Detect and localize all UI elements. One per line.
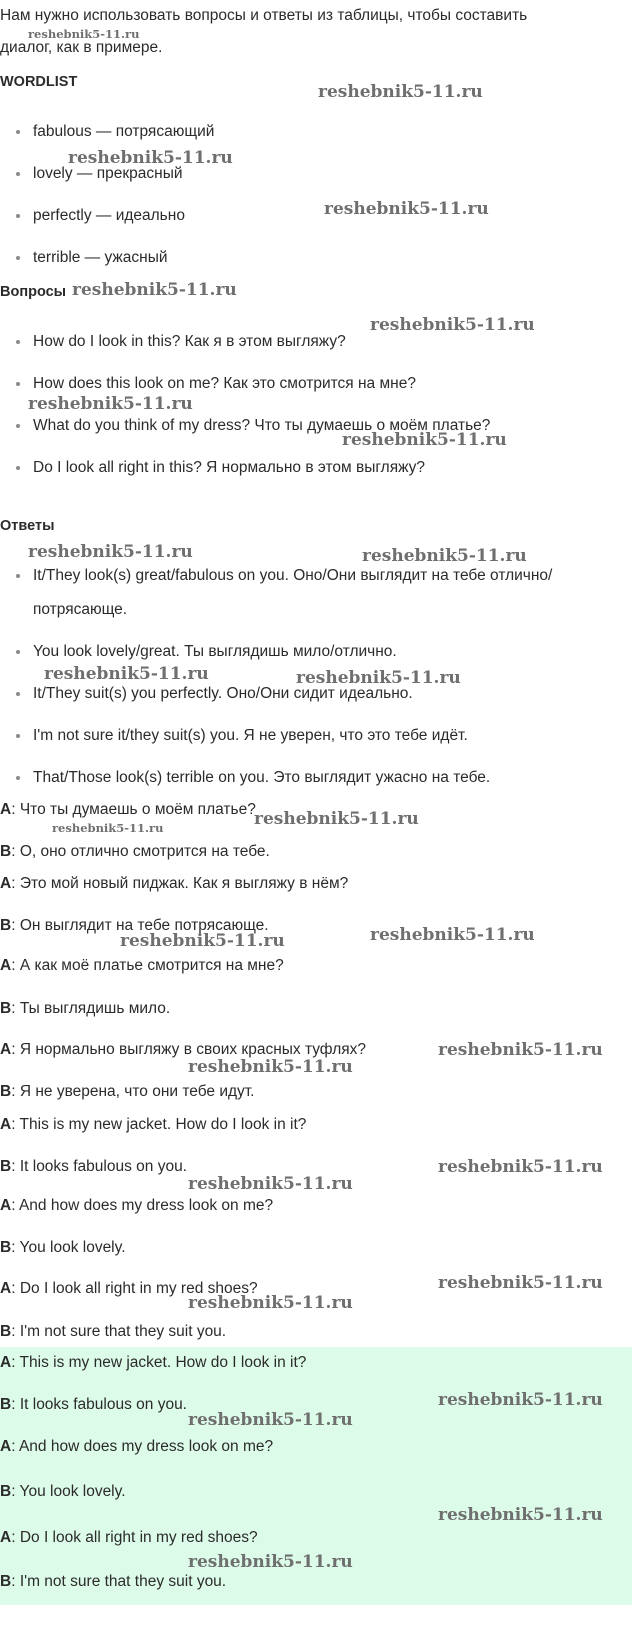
dialogue-text: You look lovely.: [19, 1239, 126, 1256]
answer-item-continuation: потрясающе.: [33, 601, 128, 618]
dialogue-text: А как моё платье смотрится на мне?: [19, 957, 284, 974]
watermark: reshebnik5-11.ru: [296, 668, 461, 688]
dialogue-line: B: It looks fabulous on you.: [0, 1158, 187, 1175]
watermark: reshebnik5-11.ru: [44, 664, 209, 684]
dialogue-line: A: А как моё платье смотрится на мне?: [0, 957, 284, 974]
speaker-label: A: [0, 957, 12, 974]
dialogue-text: Do I look all right in my red shoes?: [19, 1280, 258, 1297]
speaker-label: B: [0, 1239, 12, 1256]
question-item: How does this look on me? Как это смотрится на мне?: [16, 374, 416, 394]
watermark: reshebnik5-11.ru: [370, 925, 535, 945]
speaker-label: A: [0, 1116, 12, 1133]
answer-item: That/Those look(s) terrible on you. Это выглядит ужасно на тебе.: [16, 768, 490, 788]
watermark: reshebnik5-11.ru: [438, 1505, 603, 1525]
watermark: reshebnik5-11.ru: [188, 1174, 353, 1194]
dialogue-text: Ты выглядишь мило.: [19, 1000, 171, 1017]
dialogue-line: A: Я нормально выгляжу в своих красных туфлях?: [0, 1041, 367, 1058]
watermark: reshebnik5-11.ru: [438, 1157, 603, 1177]
speaker-label: B: [0, 1158, 12, 1175]
watermark: reshebnik5-11.ru: [68, 148, 233, 168]
speaker-label: A: [0, 1280, 12, 1297]
question-item: How do I look in this? Как я в этом выгляжу?: [16, 332, 346, 352]
watermark: reshebnik5-11.ru: [438, 1040, 603, 1060]
dialogue-text: You look lovely.: [19, 1483, 126, 1500]
watermark: reshebnik5-11.ru: [52, 821, 164, 835]
speaker-label: A: [0, 1529, 12, 1546]
wordlist-item: lovely — прекрасный: [16, 164, 183, 184]
dialogue-text: I'm not sure that they suit you.: [19, 1573, 227, 1590]
bullet-dot: [16, 650, 20, 654]
dialogue-line: B: You look lovely.: [0, 1483, 126, 1500]
speaker-label: A: [0, 1438, 12, 1455]
dialogue-text: Я не уверена, что они тебе идут.: [19, 1083, 255, 1100]
question-item: Do I look all right in this? Я нормально в этом выгляжу?: [16, 458, 425, 478]
dialogue-line: B: Ты выглядишь мило.: [0, 1000, 171, 1017]
dialogue-text: Он выглядит на тебе потрясающе.: [19, 917, 269, 934]
dialogue-line: B: You look lovely.: [0, 1239, 126, 1256]
dialogue-text: This is my new jacket. How do I look in it?: [19, 1354, 307, 1371]
speaker-label: A: [0, 1354, 12, 1371]
dialogue-text: Do I look all right in my red shoes?: [19, 1529, 258, 1546]
bullet-dot: [16, 574, 20, 578]
watermark: reshebnik5-11.ru: [254, 809, 419, 829]
dialogue-text: And how does my dress look on me?: [18, 1197, 274, 1214]
dialogue-line: A: Это мой новый пиджак. Как я выгляжу в нём?: [0, 875, 349, 892]
speaker-label: A: [0, 1197, 12, 1214]
dialogue-text: This is my new jacket. How do I look in it?: [19, 1116, 307, 1133]
answers-title: Ответы: [0, 518, 55, 534]
speaker-label: B: [0, 1396, 12, 1413]
watermark: reshebnik5-11.ru: [188, 1552, 353, 1572]
intro-line-2: диалог, как в примере.: [0, 39, 163, 56]
dialogue-text: And how does my dress look on me?: [18, 1438, 274, 1455]
bullet-dot: [16, 466, 20, 470]
watermark: reshebnik5-11.ru: [28, 394, 193, 414]
bullet-dot: [16, 734, 20, 738]
dialogue-line: B: It looks fabulous on you.: [0, 1396, 187, 1413]
watermark: reshebnik5-11.ru: [318, 82, 483, 102]
dialogue-text: It looks fabulous on you.: [19, 1158, 187, 1175]
bullet-dot: [16, 256, 20, 260]
watermark: reshebnik5-11.ru: [188, 1293, 353, 1313]
speaker-label: A: [0, 1041, 12, 1058]
speaker-label: B: [0, 1573, 12, 1590]
watermark: reshebnik5-11.ru: [28, 542, 193, 562]
dialogue-line: B: Я не уверена, что они тебе идут.: [0, 1083, 255, 1100]
dialogue-line: B: Он выглядит на тебе потрясающе.: [0, 917, 269, 934]
bullet-dot: [16, 424, 20, 428]
dialogue-line: B: О, оно отлично смотрится на тебе.: [0, 843, 270, 860]
dialogue-line: A: This is my new jacket. How do I look in it?: [0, 1116, 307, 1133]
wordlist-item: fabulous — потрясающий: [16, 122, 214, 142]
watermark: reshebnik5-11.ru: [120, 931, 285, 951]
dialogue-line: B: I'm not sure that they suit you.: [0, 1573, 227, 1590]
questions-title: Вопросы: [0, 284, 67, 300]
dialogue-line: A: Do I look all right in my red shoes?: [0, 1280, 258, 1297]
watermark: reshebnik5-11.ru: [370, 315, 535, 335]
question-item: What do you think of my dress? Что ты думаешь о моём платье?: [16, 416, 490, 436]
dialogue-text: Что ты думаешь о моём платье?: [19, 801, 256, 818]
speaker-label: B: [0, 1323, 12, 1340]
dialogue-line: A: Do I look all right in my red shoes?: [0, 1529, 258, 1546]
dialogue-line: B: I'm not sure that they suit you.: [0, 1323, 227, 1340]
wordlist-item: perfectly — идеально: [16, 206, 185, 226]
bullet-dot: [16, 172, 20, 176]
dialogue-text: Я нормально выгляжу в своих красных туфлях?: [19, 1041, 367, 1058]
dialogue-text: I'm not sure that they suit you.: [19, 1323, 227, 1340]
wordlist-item: terrible — ужасный: [16, 248, 168, 268]
watermark: reshebnik5-11.ru: [188, 1057, 353, 1077]
watermark: reshebnik5-11.ru: [188, 1410, 353, 1430]
speaker-label: B: [0, 843, 12, 860]
bullet-dot: [16, 692, 20, 696]
intro-line-1: Нам нужно использовать вопросы и ответы из таблицы, чтобы составить: [0, 7, 528, 24]
dialogue-text: О, оно отлично смотрится на тебе.: [19, 843, 270, 860]
dialogue-line: A: This is my new jacket. How do I look in it?: [0, 1354, 307, 1371]
answer-item: It/They suit(s) you perfectly. Оно/Они сидит идеально.: [16, 684, 413, 704]
watermark: reshebnik5-11.ru: [438, 1390, 603, 1410]
watermark: reshebnik5-11.ru: [324, 199, 489, 219]
bullet-dot: [16, 776, 20, 780]
answer-item: It/They look(s) great/fabulous on you. Оно/Они выглядит на тебе отлично/: [16, 566, 552, 586]
watermark: reshebnik5-11.ru: [362, 546, 527, 566]
dialogue-text: Это мой новый пиджак. Как я выгляжу в нём?: [19, 875, 349, 892]
speaker-label: B: [0, 1083, 12, 1100]
watermark: reshebnik5-11.ru: [342, 430, 507, 450]
bullet-dot: [16, 382, 20, 386]
speaker-label: A: [0, 875, 12, 892]
dialogue-line: A: Что ты думаешь о моём платье?: [0, 801, 256, 818]
watermark: reshebnik5-11.ru: [72, 280, 237, 300]
wordlist-title: WORDLIST: [0, 74, 78, 90]
bullet-dot: [16, 130, 20, 134]
watermark: reshebnik5-11.ru: [438, 1273, 603, 1293]
dialogue-line: A: And how does my dress look on me?: [0, 1197, 274, 1214]
dialogue-line: A: And how does my dress look on me?: [0, 1438, 274, 1455]
bullet-dot: [16, 340, 20, 344]
bullet-dot: [16, 214, 20, 218]
speaker-label: B: [0, 917, 12, 934]
dialogue-text: It looks fabulous on you.: [19, 1396, 187, 1413]
answer-item: You look lovely/great. Ты выглядишь мило/отлично.: [16, 642, 397, 662]
speaker-label: B: [0, 1000, 12, 1017]
speaker-label: B: [0, 1483, 12, 1500]
speaker-label: A: [0, 801, 12, 818]
watermark: reshebnik5-11.ru: [28, 27, 140, 41]
answer-item: I'm not sure it/they suit(s) you. Я не уверен, что это тебе идёт.: [16, 726, 468, 746]
